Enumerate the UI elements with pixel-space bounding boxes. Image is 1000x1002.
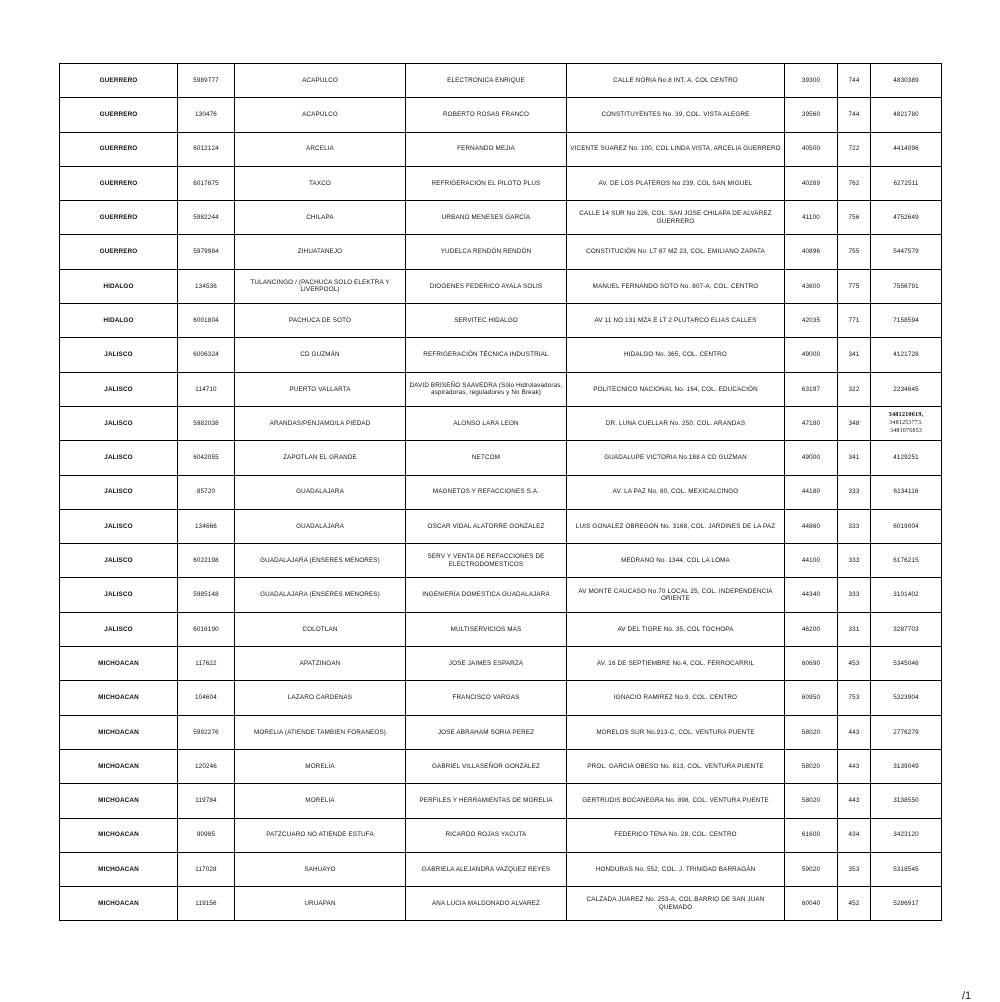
zip-cell: 42035 [785, 304, 838, 338]
city-cell: GUADALAJARA [235, 509, 406, 543]
name-cell: NETCOM [406, 441, 567, 475]
city-cell: PATZCUARO NO ATIENDE ESTUFA [235, 818, 406, 852]
code-cell: 6022198 [178, 544, 235, 578]
city-cell: ARANDAS/PENJAMO/LA PIEDAD [235, 406, 406, 440]
city-cell: PACHUCA DE SOTO [235, 304, 406, 338]
lada-cell: 333 [838, 475, 871, 509]
table-row [60, 406, 942, 440]
lada-cell: 452 [838, 887, 871, 921]
address-cell: MANUEL FERNANDO SOTO No. 807-A, COL. CENTRO [567, 269, 785, 303]
name-cell: GABRIEL VILLASEÑOR GONZALEZ [406, 749, 567, 783]
city-cell: LAZARO CARDENAS [235, 681, 406, 715]
phone-cell: 6176215 [871, 544, 942, 578]
city-cell: MORELIA [235, 749, 406, 783]
city-cell: ZAPOTLAN EL GRANDE [235, 441, 406, 475]
lada-cell: 443 [838, 749, 871, 783]
state-cell: JALISCO [60, 475, 178, 509]
address-cell: CONSTITUYENTES No. 39, COL. VISTA ALEGRE [567, 98, 785, 132]
city-cell: GUADALAJARA [235, 475, 406, 509]
name-cell: SERVITEC HIDALGO [406, 304, 567, 338]
lada-cell: 348 [838, 406, 871, 440]
lada-cell: 443 [838, 784, 871, 818]
phone-cell: 7556791 [871, 269, 942, 303]
zip-cell: 58020 [785, 784, 838, 818]
code-cell: 120246 [178, 749, 235, 783]
city-cell: ACAPULCO [235, 98, 406, 132]
code-cell: 130476 [178, 98, 235, 132]
table-row [60, 784, 942, 818]
phone-cell: 5447579 [871, 235, 942, 269]
address-cell: AV. LA PAZ No. 80, COL. MEXICALCINGO [567, 475, 785, 509]
phone-cell: 3139049 [871, 749, 942, 783]
address-cell: GUADALUPE VICTORIA No.188 A CD GUZMAN [567, 441, 785, 475]
address-cell: IGNACIO RAMIREZ No.9, COL. CENTRO [567, 681, 785, 715]
state-cell: JALISCO [60, 372, 178, 406]
state-cell: MICHOACAN [60, 852, 178, 886]
lada-cell: 333 [838, 578, 871, 612]
table-row [60, 681, 942, 715]
phone-cell: 5323904 [871, 681, 942, 715]
lada-cell: 744 [838, 64, 871, 98]
code-cell: 114710 [178, 372, 235, 406]
address-cell: FEDERICO TENA No. 28, COL. CENTRO [567, 818, 785, 852]
city-cell: APATZINGAN [235, 647, 406, 681]
table-row [60, 98, 942, 132]
address-cell: HONDURAS No. 552, COL. J. TRINIDAD BARRAGÁN [567, 852, 785, 886]
state-cell: MICHOACAN [60, 715, 178, 749]
state-cell: MICHOACAN [60, 818, 178, 852]
zip-cell: 39560 [785, 98, 838, 132]
zip-cell: 61600 [785, 818, 838, 852]
state-cell: GUERRERO [60, 166, 178, 200]
phone-cell: 6019004 [871, 509, 942, 543]
lada-cell: 322 [838, 372, 871, 406]
name-cell: MULTISERVICIOS MAS [406, 612, 567, 646]
name-cell: DIOGENES FEDERICO AYALA SOLIS [406, 269, 567, 303]
lada-cell: 771 [838, 304, 871, 338]
zip-cell: 40289 [785, 166, 838, 200]
service-center-table [59, 63, 942, 921]
name-cell: YUDELCA RENDÓN RENDÓN [406, 235, 567, 269]
table-body [60, 64, 942, 921]
name-cell: REFRIGERACIÓN TÉCNICA INDUSTRIAL [406, 338, 567, 372]
phone-cell: 4752649 [871, 201, 942, 235]
phone-cell: 4121728 [871, 338, 942, 372]
city-cell: MORELIA [235, 784, 406, 818]
code-cell: 117622 [178, 647, 235, 681]
code-cell: 134536 [178, 269, 235, 303]
lada-cell: 353 [838, 852, 871, 886]
name-cell: JOSE ABRAHAM SORIA PEREZ [406, 715, 567, 749]
name-cell: OSCAR VIDAL ALATORRE GONZALEZ [406, 509, 567, 543]
state-cell: JALISCO [60, 406, 178, 440]
table-row [60, 887, 942, 921]
city-cell: CHILAPA [235, 201, 406, 235]
phone-cell: 6134116 [871, 475, 942, 509]
city-cell: ZIHUATANEJO [235, 235, 406, 269]
city-cell: MORELIA (ATIENDE TAMBIEN FORANEOS) [235, 715, 406, 749]
code-cell: 6042055 [178, 441, 235, 475]
address-cell: MORELOS SUR No.913-C, COL. VENTURA PUENTE [567, 715, 785, 749]
table-row [60, 372, 942, 406]
state-cell: JALISCO [60, 612, 178, 646]
state-cell: MICHOACAN [60, 647, 178, 681]
phone-cell: 6272511 [871, 166, 942, 200]
name-cell: ELECTRONICA ENRIQUE [406, 64, 567, 98]
state-cell: GUERRERO [60, 235, 178, 269]
name-cell: ROBERTO ROSAS FRANCO [406, 98, 567, 132]
city-cell: SAHUAYO [235, 852, 406, 886]
code-cell: 6017875 [178, 166, 235, 200]
table-row [60, 132, 942, 166]
address-cell: LUIS GONALEZ OBREGON No. 3168, COL. JARDINES DE LA PAZ [567, 509, 785, 543]
zip-cell: 44100 [785, 544, 838, 578]
address-cell: GERTRUDIS BOCANEGRA No. 898, COL. VENTURA PUENTE [567, 784, 785, 818]
zip-cell: 60040 [785, 887, 838, 921]
state-cell: JALISCO [60, 509, 178, 543]
state-cell: MICHOACAN [60, 749, 178, 783]
name-cell: URBANO MENESES GARCÍA [406, 201, 567, 235]
table-row [60, 338, 942, 372]
address-cell: CALZADA JUAREZ No. 253-A, COL.BARRIO DE SAN JUAN QUEMADO [567, 887, 785, 921]
city-cell: ARCELIA [235, 132, 406, 166]
table-row [60, 304, 942, 338]
table-row [60, 544, 942, 578]
name-cell: REFRIGERACIÓN EL PILOTO PLUS [406, 166, 567, 200]
lada-cell: 434 [838, 818, 871, 852]
name-cell: GABRIELA ALEJANDRA VAZQUEZ REYES [406, 852, 567, 886]
phone-cell: 5345046 [871, 647, 942, 681]
state-cell: GUERRERO [60, 132, 178, 166]
state-cell: MICHOACAN [60, 784, 178, 818]
zip-cell: 44180 [785, 475, 838, 509]
phone-cell: 4830389 [871, 64, 942, 98]
phone-cell [871, 406, 942, 440]
zip-cell: 43600 [785, 269, 838, 303]
lada-cell: 333 [838, 544, 871, 578]
table-row [60, 749, 942, 783]
address-cell: CONSTITUCIÓN No. LT 87 MZ 23, COL. EMILIANO ZAPATA [567, 235, 785, 269]
phone-cell: 4821780 [871, 98, 942, 132]
address-cell: AV. 16 DE SEPTIEMBRE No.4, COL. FERROCARRIL [567, 647, 785, 681]
name-cell: MAGNETOS Y REFACCIONES S.A. [406, 475, 567, 509]
table-row [60, 475, 942, 509]
phone-cell: 5286917 [871, 887, 942, 921]
zip-cell: 49000 [785, 441, 838, 475]
lada-cell: 756 [838, 201, 871, 235]
city-cell: PUERTO VALLARTA [235, 372, 406, 406]
name-cell: SERV Y VENTA DE REFACCIONES DE ELECTRODOMESTICOS [406, 544, 567, 578]
lada-cell: 775 [838, 269, 871, 303]
address-cell: POLITECNICO NACIONAL No. 164, COL. EDUCACIÓN [567, 372, 785, 406]
address-cell: AV 11 NO 131 MZA E LT 2 PLUTARCO ELIAS CALLES [567, 304, 785, 338]
lada-cell: 331 [838, 612, 871, 646]
address-cell: CALLE NORIA No.8 INT. A, COL CENTRO [567, 64, 785, 98]
phone-cell: 3101402 [871, 578, 942, 612]
zip-cell: 44340 [785, 578, 838, 612]
zip-cell: 58020 [785, 715, 838, 749]
state-cell: MICHOACAN [60, 887, 178, 921]
lada-cell: 333 [838, 509, 871, 543]
address-cell: MEDRANO No. 1344, COL LA LOMA [567, 544, 785, 578]
table-row [60, 269, 942, 303]
zip-cell: 63197 [785, 372, 838, 406]
lada-cell: 341 [838, 441, 871, 475]
code-cell: 5982038 [178, 406, 235, 440]
state-cell: JALISCO [60, 544, 178, 578]
table-row [60, 64, 942, 98]
state-cell: GUERRERO [60, 201, 178, 235]
table-row [60, 201, 942, 235]
table-row [60, 166, 942, 200]
code-cell: 5979984 [178, 235, 235, 269]
state-cell: JALISCO [60, 338, 178, 372]
zip-cell: 47180 [785, 406, 838, 440]
code-cell: 6001804 [178, 304, 235, 338]
table-row [60, 612, 942, 646]
lada-cell: 341 [838, 338, 871, 372]
table-row [60, 235, 942, 269]
code-cell: 6016190 [178, 612, 235, 646]
address-cell: VICENTE SUAREZ No. 100, COL LINDA VISTA, ARCELIA GUERRERO [567, 132, 785, 166]
zip-cell: 41100 [785, 201, 838, 235]
address-cell: PROL. GARCIA OBESO No. 813, COL. VENTURA PUENTE [567, 749, 785, 783]
table-row [60, 578, 942, 612]
zip-cell: 60950 [785, 681, 838, 715]
state-cell: GUERRERO [60, 64, 178, 98]
lada-cell: 453 [838, 647, 871, 681]
lada-cell: 753 [838, 681, 871, 715]
code-cell: 117028 [178, 852, 235, 886]
code-cell: 5992276 [178, 715, 235, 749]
zip-cell: 40896 [785, 235, 838, 269]
code-cell: 134666 [178, 509, 235, 543]
state-cell: GUERRERO [60, 98, 178, 132]
code-cell: 6012124 [178, 132, 235, 166]
state-cell: HIDALGO [60, 304, 178, 338]
zip-cell: 59020 [785, 852, 838, 886]
code-cell: 90985 [178, 818, 235, 852]
city-cell: COLOTLAN [235, 612, 406, 646]
code-cell: 5982244 [178, 201, 235, 235]
state-cell: MICHOACAN [60, 681, 178, 715]
address-cell: AV. DE LOS PLATEROS No 239, COL SAN MIGUEL [567, 166, 785, 200]
zip-cell: 60690 [785, 647, 838, 681]
name-cell: INGENIERÍA DOMESTICA GUADALAJARA [406, 578, 567, 612]
phone-cell: 3423120 [871, 818, 942, 852]
phone-cell: 2776279 [871, 715, 942, 749]
phone-cell: 4129251 [871, 441, 942, 475]
code-cell: 5989777 [178, 64, 235, 98]
zip-cell: 39300 [785, 64, 838, 98]
city-cell: ACAPULCO [235, 64, 406, 98]
lada-cell: 762 [838, 166, 871, 200]
name-cell: JOSE JAIMES ESPARZA [406, 647, 567, 681]
zip-cell: 44860 [785, 509, 838, 543]
table-row [60, 647, 942, 681]
code-cell: 6006324 [178, 338, 235, 372]
name-cell: ANA LUCIA MALDONADO ALVAREZ [406, 887, 567, 921]
address-cell: AV DEL TIGRE No. 35, COL TOCHOPA [567, 612, 785, 646]
city-cell: TULANCINGO / (PACHUCA SOLO ELEKTRA Y LIVERPOOL) [235, 269, 406, 303]
table-row [60, 715, 942, 749]
city-cell: GUADALAJARA (ENSERES MENORES) [235, 578, 406, 612]
state-cell: JALISCO [60, 441, 178, 475]
table-row [60, 852, 942, 886]
address-cell: AV MONTE CAUCASO No.70 LOCAL 25, COL. INDEPENDENCIA ORIENTE [567, 578, 785, 612]
state-cell: HIDALGO [60, 269, 178, 303]
name-cell: RICARDO ROJAS YACUTA [406, 818, 567, 852]
table-row [60, 441, 942, 475]
zip-cell: 40500 [785, 132, 838, 166]
code-cell: 5985148 [178, 578, 235, 612]
phone-cell: 5318545 [871, 852, 942, 886]
phone-cell: 3287703 [871, 612, 942, 646]
phone-cell: 3138550 [871, 784, 942, 818]
address-cell: CALLE 14 SUR No 226, COL. SAN JOSE CHILAPA DE ALVAREZ GUERRERO [567, 201, 785, 235]
phone-main: 3481210619, [888, 411, 924, 419]
city-cell: URUAPAN [235, 887, 406, 921]
state-cell: JALISCO [60, 578, 178, 612]
phone-cell: 2234645 [871, 372, 942, 406]
name-cell: FRANCISCO VARGAS [406, 681, 567, 715]
code-cell: 104604 [178, 681, 235, 715]
name-cell: FERNANDO MEJIA [406, 132, 567, 166]
zip-cell: 46200 [785, 612, 838, 646]
city-cell: GUADALAJARA (ENSERES MENORES) [235, 544, 406, 578]
lada-cell: 744 [838, 98, 871, 132]
name-cell: DAVID BRISEÑO SAAVEDRA (Sólo Hidrolavadoras, aspiradoras, reguladores y No Break) [406, 372, 567, 406]
zip-cell: 49000 [785, 338, 838, 372]
lada-cell: 755 [838, 235, 871, 269]
table-row [60, 818, 942, 852]
table-row [60, 509, 942, 543]
name-cell: PERFILES Y HERRAMIENTAS DE MORELIA [406, 784, 567, 818]
code-cell: 85720 [178, 475, 235, 509]
page-number: /1 [962, 990, 972, 1002]
city-cell: CD GUZMÁN [235, 338, 406, 372]
phone-cell: 4414096 [871, 132, 942, 166]
name-cell: ALONSO LARA LEON [406, 406, 567, 440]
phone-cell: 7158594 [871, 304, 942, 338]
address-cell: DR. LUNA CUELLAR No. 250, COL. ARANDAS [567, 406, 785, 440]
zip-cell: 58020 [785, 749, 838, 783]
lada-cell: 722 [838, 132, 871, 166]
code-cell: 119784 [178, 784, 235, 818]
city-cell: TAXCO [235, 166, 406, 200]
address-cell: HIDALGO No. 365, COL. CENTRO [567, 338, 785, 372]
code-cell: 119156 [178, 887, 235, 921]
phone-extra: 3481253773. 3481076853 [889, 419, 923, 435]
lada-cell: 443 [838, 715, 871, 749]
